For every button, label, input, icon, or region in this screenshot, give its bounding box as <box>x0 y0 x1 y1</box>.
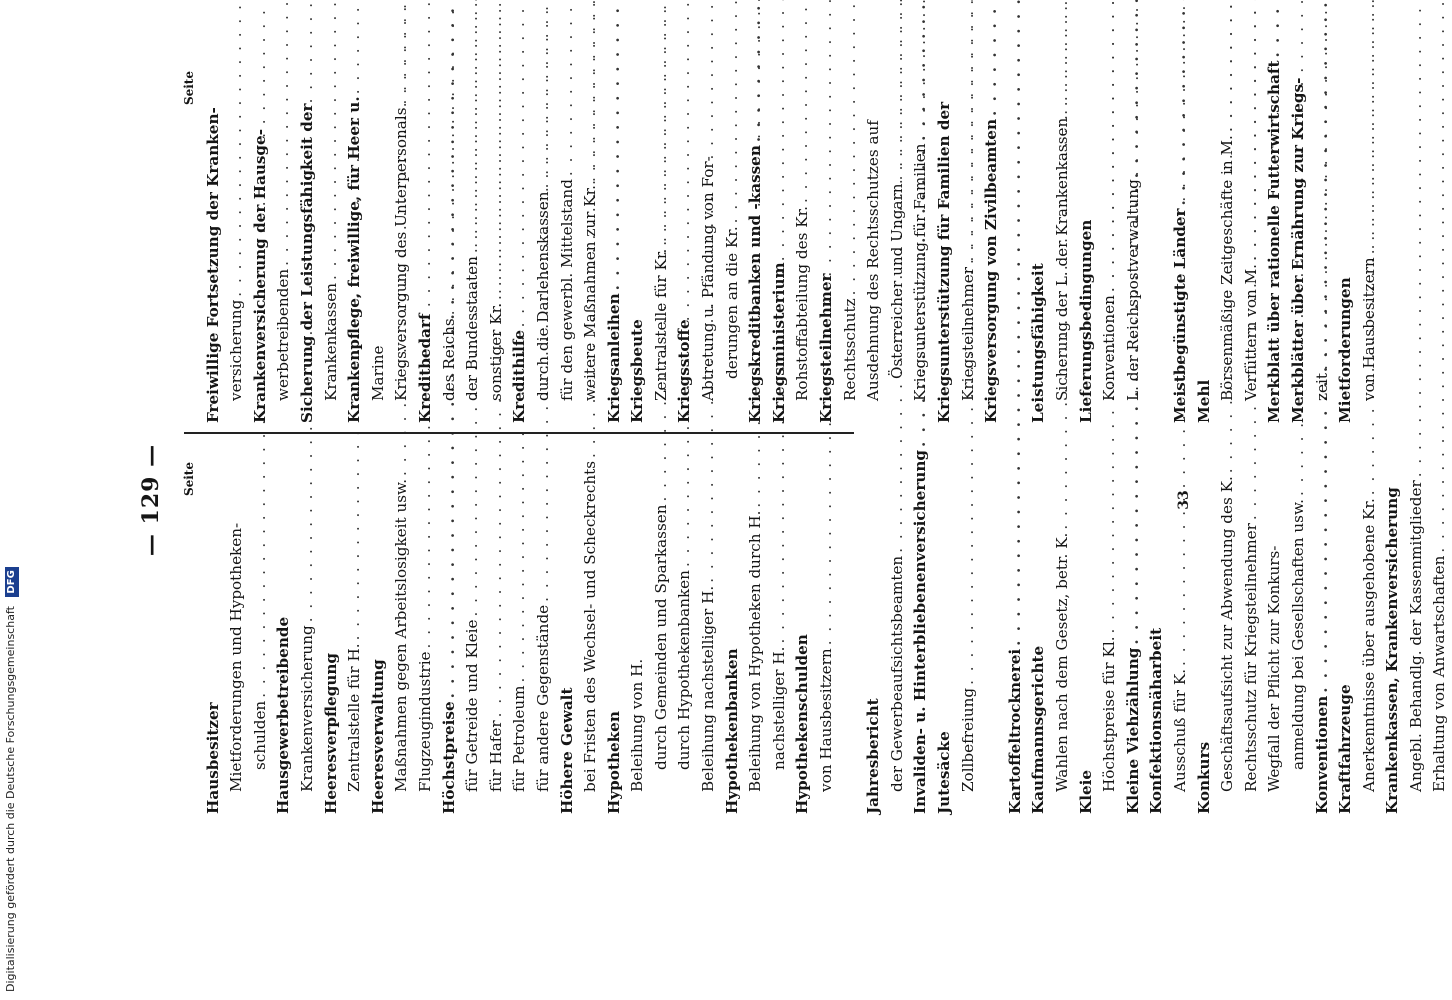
leader-dots <box>1240 0 1264 261</box>
index-entry <box>296 462 320 814</box>
index-entry <box>1287 71 1311 423</box>
leader-dots <box>390 0 414 105</box>
index-entry-term: Rechtsschutz <box>840 298 859 401</box>
index-entry <box>296 71 320 423</box>
index-entry-term: Kriegsministerium <box>769 262 788 423</box>
index-entry <box>249 71 273 423</box>
index-entry-term: Hypothekenschulden <box>793 634 812 814</box>
index-entry <box>603 71 627 423</box>
index-entry-term: Kleine Viehzählung <box>1123 647 1142 814</box>
index-entry <box>1381 462 1405 814</box>
index-entry <box>839 462 863 814</box>
leader-dots <box>225 0 249 297</box>
leader-dots <box>579 0 603 182</box>
leader-dots <box>272 0 296 266</box>
index-column-left <box>178 449 1452 814</box>
index-entry-term: Ausdehnung des Rechtsschutzes auf <box>864 120 883 401</box>
index-entry <box>1263 60 1287 423</box>
leader-dots <box>1311 0 1335 370</box>
index-entry-term: Geschäftsaufsicht zur Abwendung des K. <box>1218 476 1237 792</box>
index-entry-term: Maßnahmen gegen Arbeitslosigkeit usw. <box>392 478 411 792</box>
index-entry <box>414 71 438 423</box>
index-entry <box>650 71 674 423</box>
index-entry <box>768 462 792 814</box>
index-entry-term: weitere Maßnahmen zur Kr. <box>581 184 600 401</box>
index-entry <box>933 462 957 814</box>
footer-signature: 33 <box>1176 490 1192 510</box>
index-entry-term: Rechtsschutz für Kriegsteilnehmer <box>1241 523 1260 792</box>
index-entry-term: für den gewerbl. Mittelstand <box>557 179 576 401</box>
index-entry <box>556 462 580 814</box>
index-entry <box>1240 462 1264 814</box>
index-entry <box>390 71 414 423</box>
index-entry <box>603 462 627 814</box>
index-entry-term: Sicherung der Leistungsfähigkeit der <box>297 103 316 423</box>
index-entry-term: Anerkenntnisse über ausgehobene Kr. <box>1359 498 1378 792</box>
leader-dots <box>1122 0 1146 176</box>
index-entry-term: Kriegsteilnehmer <box>817 273 836 423</box>
index-entry-term: Wegfall der Pflicht zur Konkurs- <box>1265 545 1284 792</box>
index-entry-term: Verfüttern von M. <box>1241 264 1260 401</box>
index-entry-term: Invaliden- u. Hinterbliebenenversicherung <box>911 449 930 814</box>
leader-dots <box>556 0 580 176</box>
index-entry <box>957 462 981 814</box>
index-entry <box>343 462 367 814</box>
index-entry <box>1216 462 1240 814</box>
index-entry-term: sonstiger Kr. <box>486 302 505 401</box>
seite-label: Seite <box>182 462 196 497</box>
index-entry <box>202 462 226 814</box>
index-column-right <box>178 60 1381 423</box>
index-entry-term: Mietforderungen und Hypotheken- <box>227 522 246 792</box>
index-entry <box>272 462 296 814</box>
index-entry <box>626 462 650 814</box>
index-entry <box>508 462 532 814</box>
dfg-logo: DFG <box>5 567 19 596</box>
index-entry <box>461 462 485 814</box>
leader-dots <box>1216 0 1240 132</box>
index-entry-term: Kriegsunterstützung für Familien <box>911 143 930 401</box>
leader-dots <box>1098 0 1122 292</box>
leader-dots <box>650 0 674 246</box>
index-entry <box>485 462 509 814</box>
index-entry-term: Zentralstelle für Kr. <box>651 248 670 401</box>
index-entry-term: Kreditbedarf <box>415 313 434 423</box>
index-entry-term: Beleihung nachstelliger H. <box>699 585 718 792</box>
leader-dots <box>909 0 933 140</box>
digitization-credit <box>0 0 22 1000</box>
index-entry <box>485 71 509 423</box>
index-entry-term: Kriegsstoffe <box>675 319 694 423</box>
index-entry <box>1051 462 1075 814</box>
index-entry-term: durch Hypothekenbanken <box>675 570 694 770</box>
index-entry <box>202 71 226 423</box>
index-entry-term: Lieferungsbedingungen <box>1076 219 1095 423</box>
index-entry <box>1287 462 1311 814</box>
index-entry <box>1075 462 1099 814</box>
index-entry-term: anmeldung bei Gesellschaften usw. <box>1288 499 1307 770</box>
index-entry-term: Mietforderungen <box>1336 277 1355 423</box>
index-entry-term: Heeresverpflegung <box>321 652 340 814</box>
index-entry-term: Kriegsteilnehmer <box>958 267 977 401</box>
leader-dots <box>744 0 768 142</box>
index-entry <box>320 71 344 423</box>
index-entry-term: Krankenversicherung <box>297 625 316 792</box>
index-entry-term: Erhaltung von Anwartschaften <box>1430 555 1449 792</box>
index-entry <box>1334 71 1358 423</box>
index-entry-term: Merkblätter über Ernährung zur Kriegs- <box>1288 77 1307 423</box>
leader-dots <box>721 0 745 223</box>
index-entry <box>980 462 1004 814</box>
leader-dots <box>839 0 863 295</box>
index-entry-term: Österreicher und Ungarn <box>887 183 906 379</box>
index-entry-term: Freiwillige Fortsetzung der Kranken- <box>203 107 222 423</box>
index-entry <box>791 462 815 814</box>
index-entry <box>1358 71 1382 423</box>
index-entry-term: Konventionen <box>1100 295 1119 401</box>
index-entry <box>1098 71 1122 423</box>
index-entry-term: bei Fristen des Wechsel- und Scheckrechts <box>581 460 600 792</box>
leader-dots <box>1263 0 1287 58</box>
index-entry <box>532 71 556 423</box>
index-entry-term: Krankenkassen, Krankenversicherung <box>1383 487 1402 814</box>
index-entry <box>320 462 344 814</box>
index-entry-term: Abtretung u. Pfändung von For- <box>699 156 718 401</box>
leader-dots <box>1428 0 1452 553</box>
index-entry-term: L. der Reichspostverwaltung <box>1123 179 1142 401</box>
index-entry <box>933 71 957 423</box>
index-entry-term: für Petroleum <box>510 685 529 792</box>
leader-dots <box>1405 0 1429 477</box>
index-entry-term: Höhere Gewalt <box>557 687 576 814</box>
leader-dots <box>957 0 981 264</box>
index-entry <box>367 462 391 814</box>
leader-dots <box>886 0 910 180</box>
index-entry <box>579 71 603 423</box>
index-entry-term: Marine <box>368 345 387 401</box>
index-entry <box>1004 71 1028 423</box>
index-entry-term: Rohstoffabteilung des Kr. <box>793 206 812 401</box>
index-entry-term: Kriegsunterstützung für Familien der <box>935 101 953 423</box>
index-entry-term: Kriegsversorgung des Unterpersonals <box>392 107 411 401</box>
index-entry-term: Krankenversicherung der Hausge- <box>250 128 269 423</box>
index-entry-term: Ausschuß für K. <box>1170 668 1189 792</box>
index-entry <box>815 462 839 814</box>
index-entry <box>721 462 745 814</box>
index-entry-term: von Hausbesitzern <box>1359 257 1378 401</box>
index-entry <box>839 71 863 423</box>
index-entry-term: Leistungsfähigkeit <box>1029 263 1048 423</box>
index-entry-term: Kaufmannsgerichte <box>1029 645 1048 814</box>
index-entry-term: Krankenpflege, freiwillige, für Heer u. <box>345 96 364 423</box>
index-entry-term: Kartoffeltrocknerei <box>1005 648 1024 814</box>
index-entry <box>1122 462 1146 814</box>
index-entry <box>768 71 792 423</box>
index-entry-term: Kleie <box>1076 769 1095 814</box>
index-entry <box>1145 71 1169 423</box>
index-entry-term: Beleihung von H. <box>628 658 647 792</box>
index-entry <box>343 71 367 423</box>
index-entry <box>438 71 462 423</box>
index-entry <box>721 71 745 423</box>
index-entry <box>862 71 886 423</box>
index-entry <box>673 462 697 814</box>
index-entry <box>1122 71 1146 423</box>
index-entry-term: nachstelliger H. <box>769 646 788 770</box>
index-entry <box>980 71 1004 423</box>
index-entry-term: Flugzeugindustrie <box>415 651 434 792</box>
index-entry-term: Zentralstelle für H. <box>345 643 364 792</box>
index-entry-term: Zollbefreiung <box>958 687 977 792</box>
index-entry <box>1075 71 1099 423</box>
index-entry <box>1004 462 1028 814</box>
leader-dots <box>603 0 627 290</box>
index-entry-term: derungen an die Kr. <box>722 226 741 379</box>
index-entry <box>886 71 910 423</box>
index-entry <box>225 71 249 423</box>
index-entry <box>957 71 981 423</box>
index-entry <box>1428 462 1452 814</box>
index-entry-term: für andere Gegenstände <box>533 604 552 792</box>
index-entry-term: Höchstpreise <box>439 701 458 814</box>
index-entry-term: Krankenkassen <box>321 282 340 401</box>
index-entry-term: Konkurs <box>1194 741 1213 814</box>
index-entry <box>1263 462 1287 814</box>
index-entry-term: Meistbegünstigte Länder <box>1170 208 1189 423</box>
index-entry <box>438 462 462 814</box>
page-header: — 129 — <box>138 443 164 557</box>
leader-dots <box>438 0 462 315</box>
index-entry <box>1311 71 1335 423</box>
index-entry <box>744 71 768 423</box>
index-entry <box>556 71 580 423</box>
index-entry-term: Sicherung der L. der Krankenkassen <box>1052 117 1071 401</box>
index-entry-term: werbetreibenden <box>274 268 293 401</box>
leader-dots <box>532 0 556 188</box>
index-entry-term: von Hausbesitzern <box>817 648 836 792</box>
index-entry <box>508 71 532 423</box>
seite-label: Seite <box>182 71 196 106</box>
leader-dots <box>461 0 485 253</box>
credit-text: Digitalisierung gefördert durch die Deutsche Forschungsgemeinschaft <box>4 606 17 992</box>
index-entry-term: Mehl <box>1194 379 1213 423</box>
index-entry-term: für Hafer <box>486 720 505 792</box>
leader-dots <box>1358 0 1382 254</box>
index-entry <box>909 71 933 423</box>
index-entry-term: Heeresverwaltung <box>368 659 387 814</box>
index-entry <box>414 462 438 814</box>
index-entry <box>249 462 273 814</box>
index-entry <box>1311 462 1335 814</box>
index-entry-term: Kriegsanleihen <box>604 293 623 423</box>
index-entry-term: versicherung <box>227 299 246 401</box>
index-entry-term: zeit <box>1312 373 1331 401</box>
index-entry <box>909 449 933 814</box>
index-entry <box>626 71 650 423</box>
index-entry-term: der Bundesstaaten <box>463 256 482 401</box>
index-entry <box>1358 462 1382 814</box>
leader-dots <box>980 0 1004 116</box>
index-entry-term: Konventionen <box>1312 695 1331 814</box>
index-entry <box>1027 71 1051 423</box>
index-entry-term: Merkblatt über rationelle Futterwirtschaft <box>1265 60 1284 423</box>
index-entry <box>579 462 603 814</box>
index-entry <box>532 462 556 814</box>
index-entry <box>1027 462 1051 814</box>
index-entry <box>225 462 249 814</box>
index-entry <box>461 71 485 423</box>
index-entry <box>1145 462 1169 814</box>
index-entry <box>1193 71 1217 423</box>
column-divider <box>184 432 854 434</box>
index-entry-term: durch die Darlehenskassen <box>533 191 552 401</box>
index-entry-term: Kriegsversorgung von Zivilbeamten <box>982 118 1001 423</box>
leader-dots <box>485 0 509 300</box>
leader-dots <box>320 0 344 280</box>
index-entry-term: Höchstpreise für Kl. <box>1100 636 1119 792</box>
index-entry-term: Wahlen nach dem Gesetz, betr. K. <box>1052 532 1071 792</box>
index-entry-term: Hausbesitzer <box>203 702 222 814</box>
index-entry <box>272 71 296 423</box>
index-entry-term: Jahresbericht <box>864 698 883 814</box>
index-entry-term: Konfektionsnäharbeit <box>1147 627 1166 814</box>
index-entry <box>1334 462 1358 814</box>
index-entry-term: Kriegskreditbanken und -kassen <box>746 145 765 423</box>
index-entry <box>650 462 674 814</box>
index-entry-term: Angebl. Behandlg. der Kassenmitglieder <box>1406 480 1425 792</box>
index-entry-term: Börsenmäßige Zeitgeschäfte in M. <box>1218 135 1237 401</box>
index-entry <box>697 462 721 814</box>
index-entry-term: Jutesäcke <box>935 731 953 814</box>
index-entry <box>1216 71 1240 423</box>
index-entry <box>1240 71 1264 423</box>
index-entry <box>367 71 391 423</box>
index-entry-term: Hausgewerbetreibende <box>274 616 293 814</box>
index-entry-term: durch Gemeinden und Sparkassen <box>651 504 670 770</box>
index-entry <box>697 71 721 423</box>
index-entry-term: des Reichs <box>439 318 458 401</box>
index-entry-term: der Gewerbeaufsichtsbeamten <box>887 555 906 792</box>
index-entry-term: für Getreide und Kleie <box>463 619 482 792</box>
index-entry-term: schulden <box>250 700 269 770</box>
index-entry <box>1098 462 1122 814</box>
index-entry-term: Kriegsbeute <box>628 319 647 423</box>
index-entry <box>1051 71 1075 423</box>
leader-dots <box>1051 0 1075 115</box>
index-entry-term: Hypothekenbanken <box>722 648 741 814</box>
index-entry-term: Kredithilfe <box>510 329 529 423</box>
index-entry <box>862 462 886 814</box>
index-entry <box>815 71 839 423</box>
index-entry <box>791 71 815 423</box>
index-entry <box>744 462 768 814</box>
index-entry <box>390 462 414 814</box>
index-entry-term: Kraftfahrzeuge <box>1336 684 1355 814</box>
index-entry <box>886 462 910 814</box>
index-entry-term: Hypotheken <box>604 711 623 814</box>
index-entry-term: Beleihung von Hypotheken durch H. <box>746 510 765 792</box>
index-entry <box>1405 462 1429 814</box>
index-entry <box>1193 462 1217 814</box>
index-entry <box>673 71 697 423</box>
leader-dots <box>791 0 815 203</box>
